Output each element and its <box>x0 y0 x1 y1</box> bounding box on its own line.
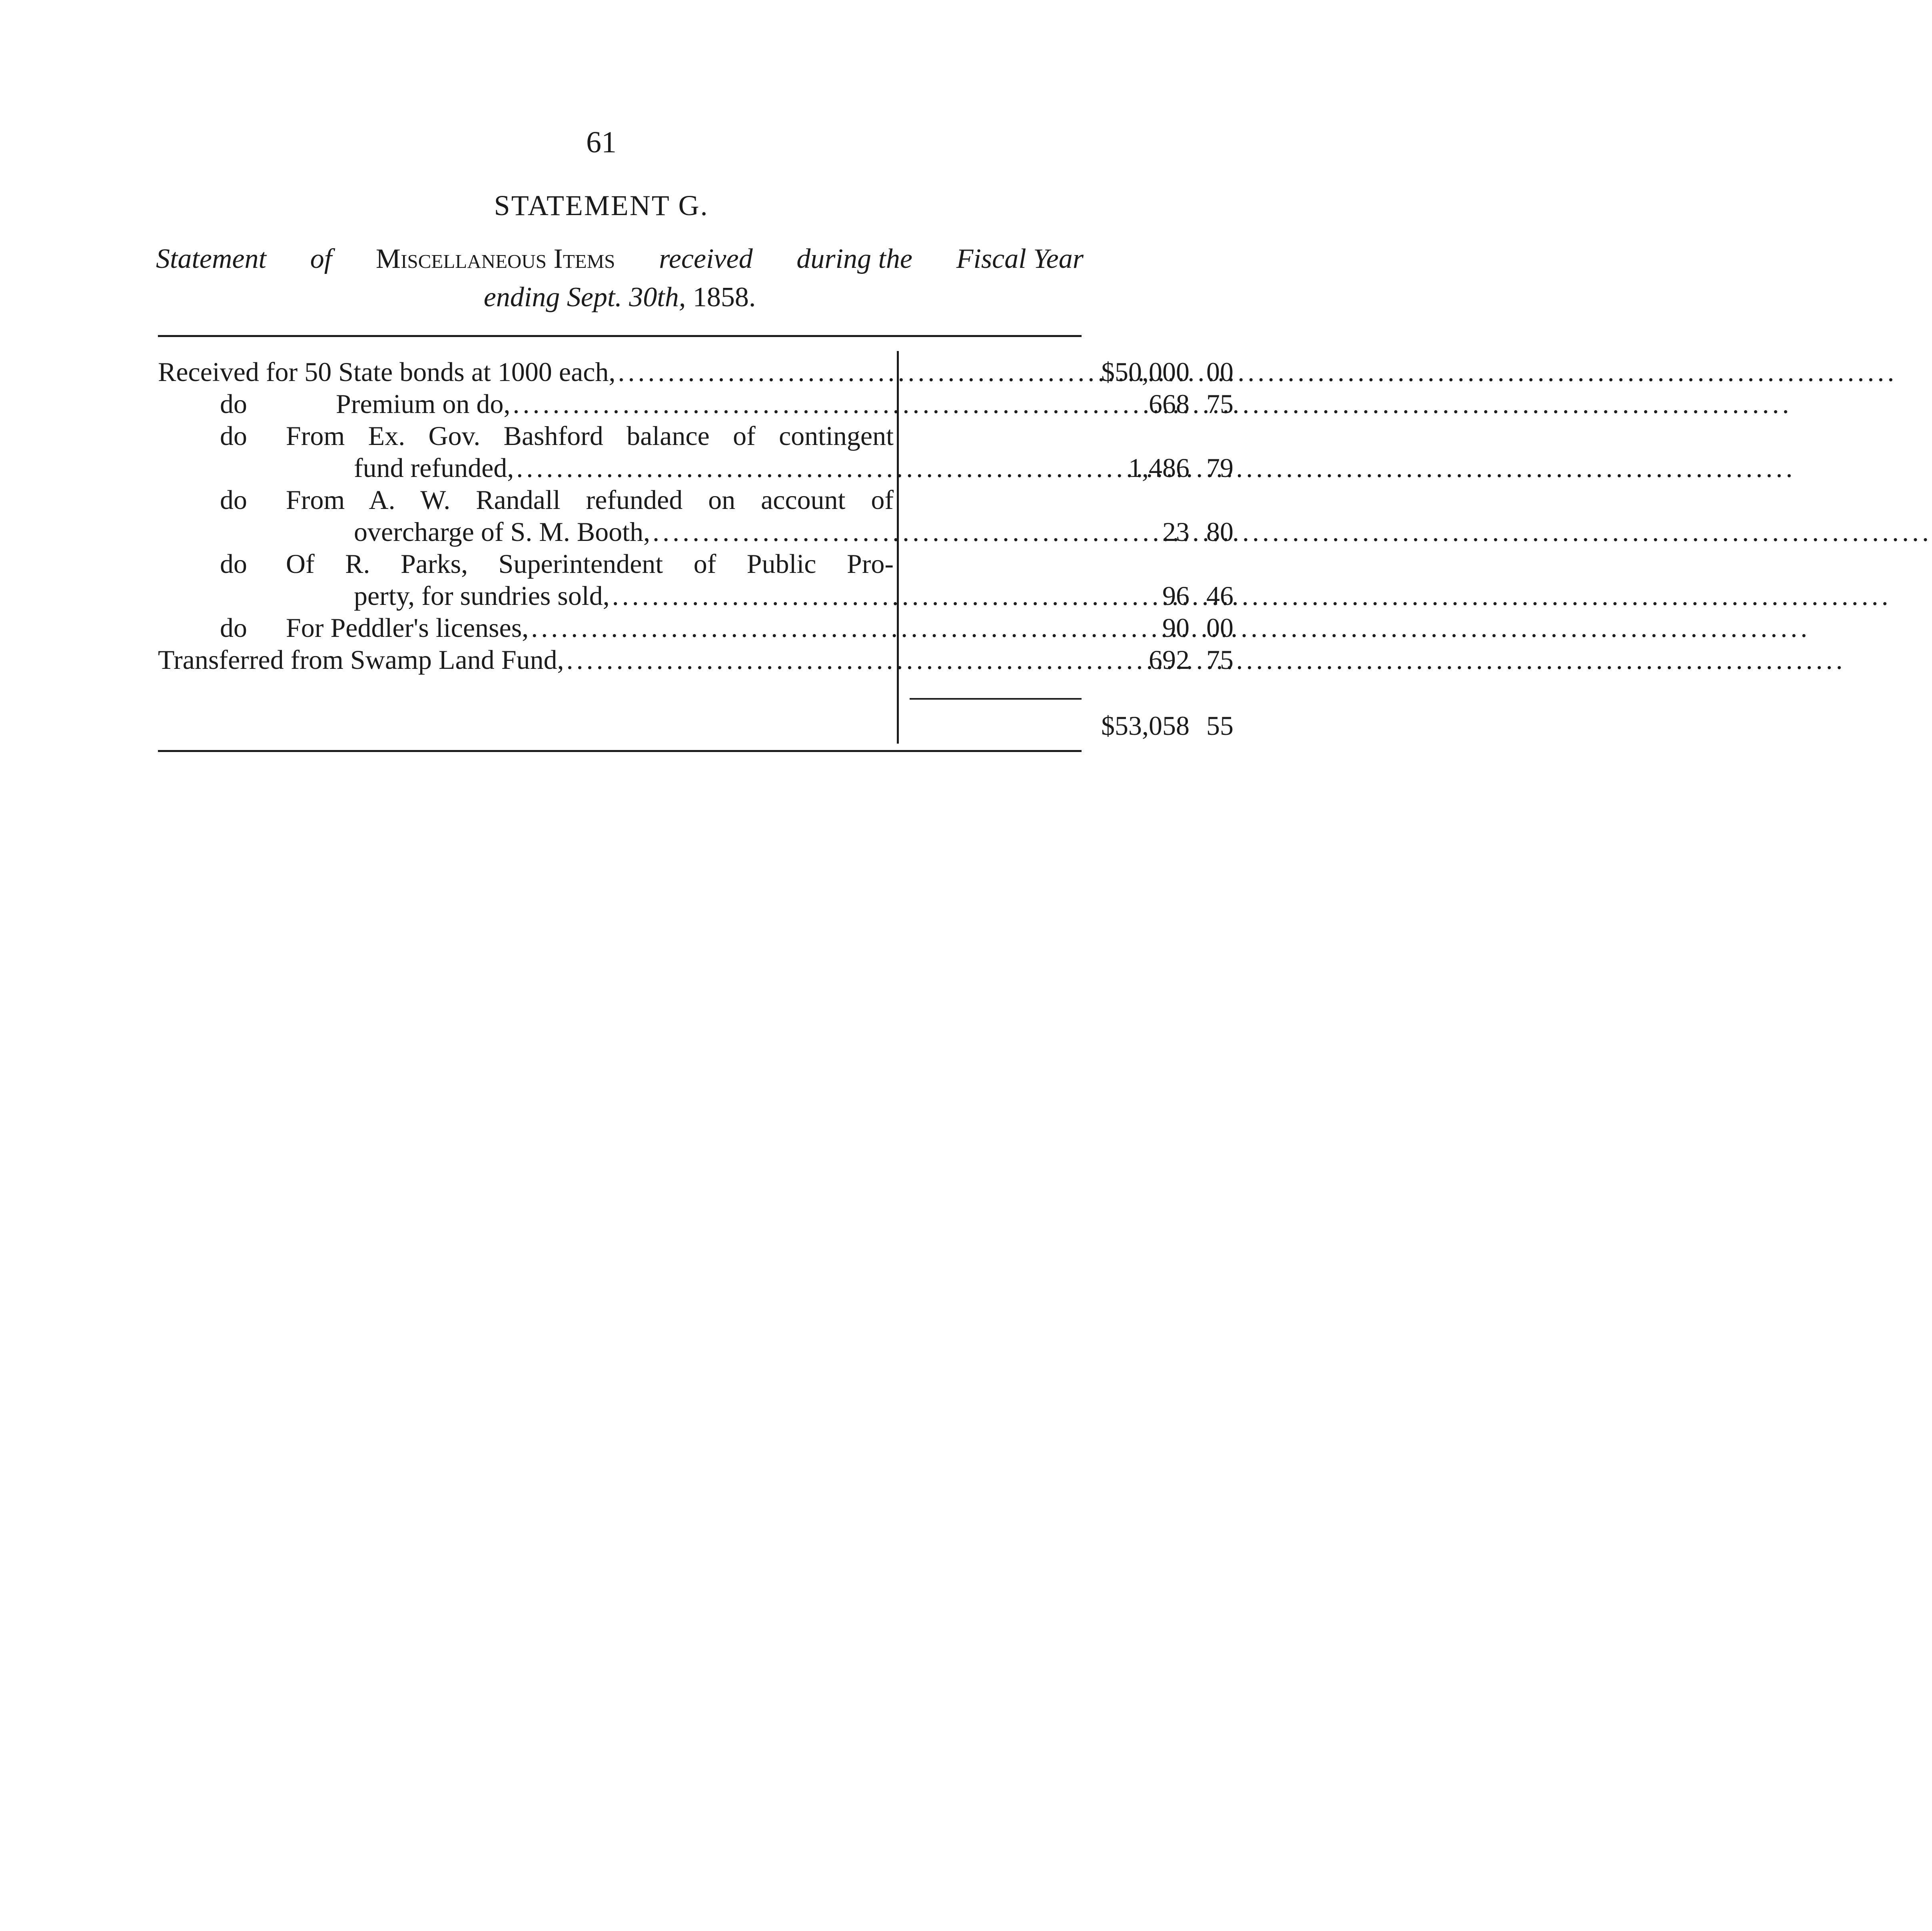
dot-leader <box>653 516 1932 548</box>
item-description: Transferred from Swamp Land Fund, <box>158 644 564 675</box>
dot-leader <box>618 356 1897 388</box>
statement-title: STATEMENT G. <box>494 190 709 221</box>
item-description: Of R. Parks, Superintendent of Public Pro- <box>286 549 894 579</box>
caption-ending: ending <box>483 282 560 313</box>
ditto-mark: do <box>220 389 247 419</box>
caption-during-the: during the <box>796 243 912 274</box>
table-row <box>158 356 1233 388</box>
total-cents: 55 <box>1206 710 1233 741</box>
caption-received: received <box>659 243 753 274</box>
amount-cents: 80 <box>1206 517 1233 547</box>
item-description: For Peddler's licenses, <box>286 612 529 643</box>
ditto-mark: do <box>220 421 247 451</box>
caption-day: 30th, <box>629 282 686 313</box>
total-dollars: $53,058 <box>1101 710 1190 741</box>
table-row <box>158 644 1233 676</box>
caption-year: 1858. <box>693 282 756 313</box>
item-description: From A. W. Randall refunded on account of <box>286 485 894 515</box>
amount-dollars: 692 <box>1149 644 1190 675</box>
table-row <box>158 388 1233 420</box>
amount-cents: 00 <box>1206 612 1233 643</box>
ditto-mark: do <box>220 612 247 643</box>
table-top-rule <box>158 335 1082 337</box>
table-row <box>158 612 1233 644</box>
caption-fiscal-year: Fiscal Year <box>956 243 1084 274</box>
total-row <box>158 710 1233 742</box>
table-bottom-rule <box>158 750 1082 752</box>
dot-leader <box>612 580 1892 612</box>
amount-cents: 75 <box>1206 644 1233 675</box>
item-description-cont: fund refunded, <box>354 453 514 483</box>
sum-rule <box>910 698 1082 700</box>
item-description-cont: perty, for sundries sold, <box>354 580 610 611</box>
amount-dollars: $50,000 <box>1101 357 1190 387</box>
caption-statement: Statement <box>156 243 267 274</box>
statement-caption <box>156 240 1084 317</box>
amount-cents: 75 <box>1206 389 1233 419</box>
page-number: 61 <box>586 126 617 159</box>
table-row <box>158 420 1233 484</box>
caption-misc-items: Miscellaneous Items <box>375 243 615 274</box>
amount-dollars: 23 <box>1162 517 1190 547</box>
amount-dollars: 90 <box>1162 612 1190 643</box>
ditto-mark: do <box>220 485 247 515</box>
caption-of: of <box>310 243 332 274</box>
amount-dollars: 96 <box>1162 580 1190 611</box>
caption-sept: Sept. <box>567 282 622 313</box>
item-description-cont: overcharge of S. M. Booth, <box>354 517 650 547</box>
amount-cents: 00 <box>1206 357 1233 387</box>
amount-dollars: 1,486 <box>1128 453 1190 483</box>
item-description: Premium on do, <box>336 389 511 419</box>
amount-dollars: 668 <box>1149 389 1190 419</box>
amount-cents: 79 <box>1206 453 1233 483</box>
table-row <box>158 548 1233 612</box>
item-description: From Ex. Gov. Bashford balance of contingent <box>286 421 894 451</box>
ditto-mark: do <box>220 549 247 579</box>
table-row <box>158 484 1233 548</box>
amount-cents: 46 <box>1206 580 1233 611</box>
item-description: Received for 50 State bonds at 1000 each, <box>158 357 616 387</box>
